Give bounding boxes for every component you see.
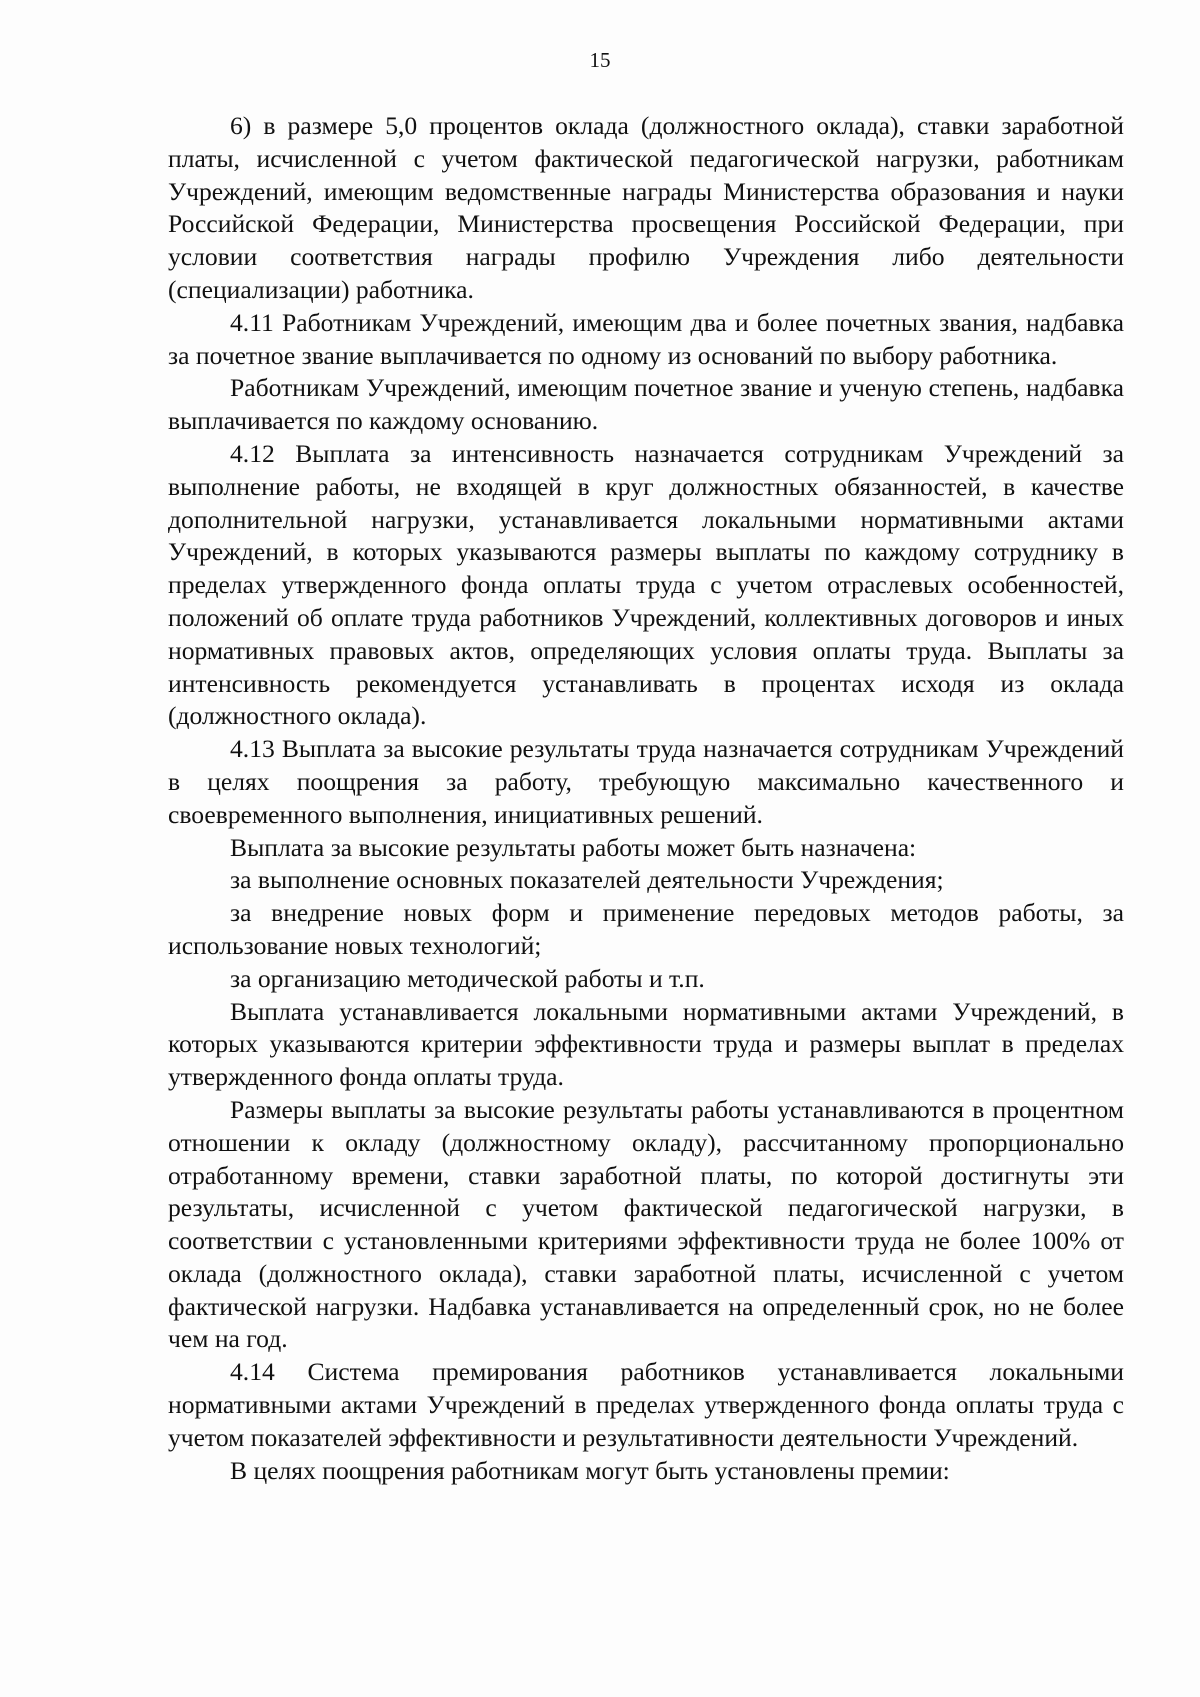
- paragraph-4-12: 4.12 Выплата за интенсивность назначается сотрудникам Учреждений за выполнение работы, не входящей в круг должностных обязанностей, в качестве дополнительной нагрузки, устанавливается локальными нормативными актами Учреждений, в которых указываются размеры выплаты по каждому сотруднику в пределах утвержденного фонда оплаты труда с учетом отраслевых особенностей, положений об оплате труда работников Учреждений, коллективных договоров и иных нормативных правовых актов, определяющих условия оплаты труда. Выплаты за интенсивность рекомендуется устанавливать в процентах исходя из оклада (должностного оклада).: [168, 438, 1124, 731]
- paragraph-payment-sizes: Размеры выплаты за высокие результаты работы устанавливаются в процентном отношении к окладу (должностному окладу), рассчитанному пропорционально отработанному времени, ставки заработной платы, по которой достигнуты эти результаты, исчисленной с учетом фактической педагогической нагрузки, в соответствии с установленными критериями эффективности труда не более 100% от оклада (должностного оклада), ставки заработной платы, исчисленной с учетом фактической нагрузки. Надбавка устанавливается на определенный срок, но не более чем на год.: [168, 1094, 1124, 1354]
- paragraph-bonuses-intro: В целях поощрения работникам могут быть установлены премии:: [230, 1455, 950, 1485]
- paragraph-4-14: 4.14 Система премирования работников устанавливается локальными нормативными актами Учреждений в пределах утвержденного фонда оплаты труда с учетом показателей эффективности и результативности деятельности Учреждений.: [168, 1357, 1124, 1452]
- list-item-main-indicators: за выполнение основных показателей деятельности Учреждения;: [230, 865, 944, 895]
- list-item-new-methods: за внедрение новых форм и применение передовых методов работы, за использование новых технологий;: [168, 898, 1124, 960]
- list-item-methodical-work: за организацию методической работы и т.п.: [230, 963, 705, 993]
- paragraph-4-11: 4.11 Работникам Учреждений, имеющим два и более почетных звания, надбавка за почетное звание выплачивается по одному из оснований по выбору работника.: [168, 307, 1124, 370]
- paragraph-high-results-intro: Выплата за высокие результаты работы может быть назначена:: [230, 832, 917, 862]
- paragraph-honorary-degree: Работникам Учреждений, имеющим почетное звание и ученую степень, надбавка выплачивается по каждому основанию.: [168, 373, 1124, 436]
- paragraph-4-13: 4.13 Выплата за высокие результаты труда назначается сотрудникам Учреждений в целях поощрения за работу, требующую максимально качественного и своевременного выполнения, инициативных решений.: [168, 734, 1124, 829]
- document-body: [168, 110, 1124, 1487]
- paragraph-award-item-6: 6) в размере 5,0 процентов оклада (должностного оклада), ставки заработной платы, исчисленной с учетом фактической педагогической нагрузки, работникам Учреждений, имеющим ведомственные награды Министерства образования и науки Российской Федерации, Министерства просвещения Российской Федерации, при условии соответствия награды профилю Учреждения либо деятельности (специализации) работника.: [168, 111, 1124, 304]
- paragraph-local-acts: Выплата устанавливается локальными нормативными актами Учреждений, в которых указываются критерии эффективности труда и размеры выплат в пределах утвержденного фонда оплаты труда.: [168, 996, 1124, 1092]
- page-number: 15: [589, 48, 611, 72]
